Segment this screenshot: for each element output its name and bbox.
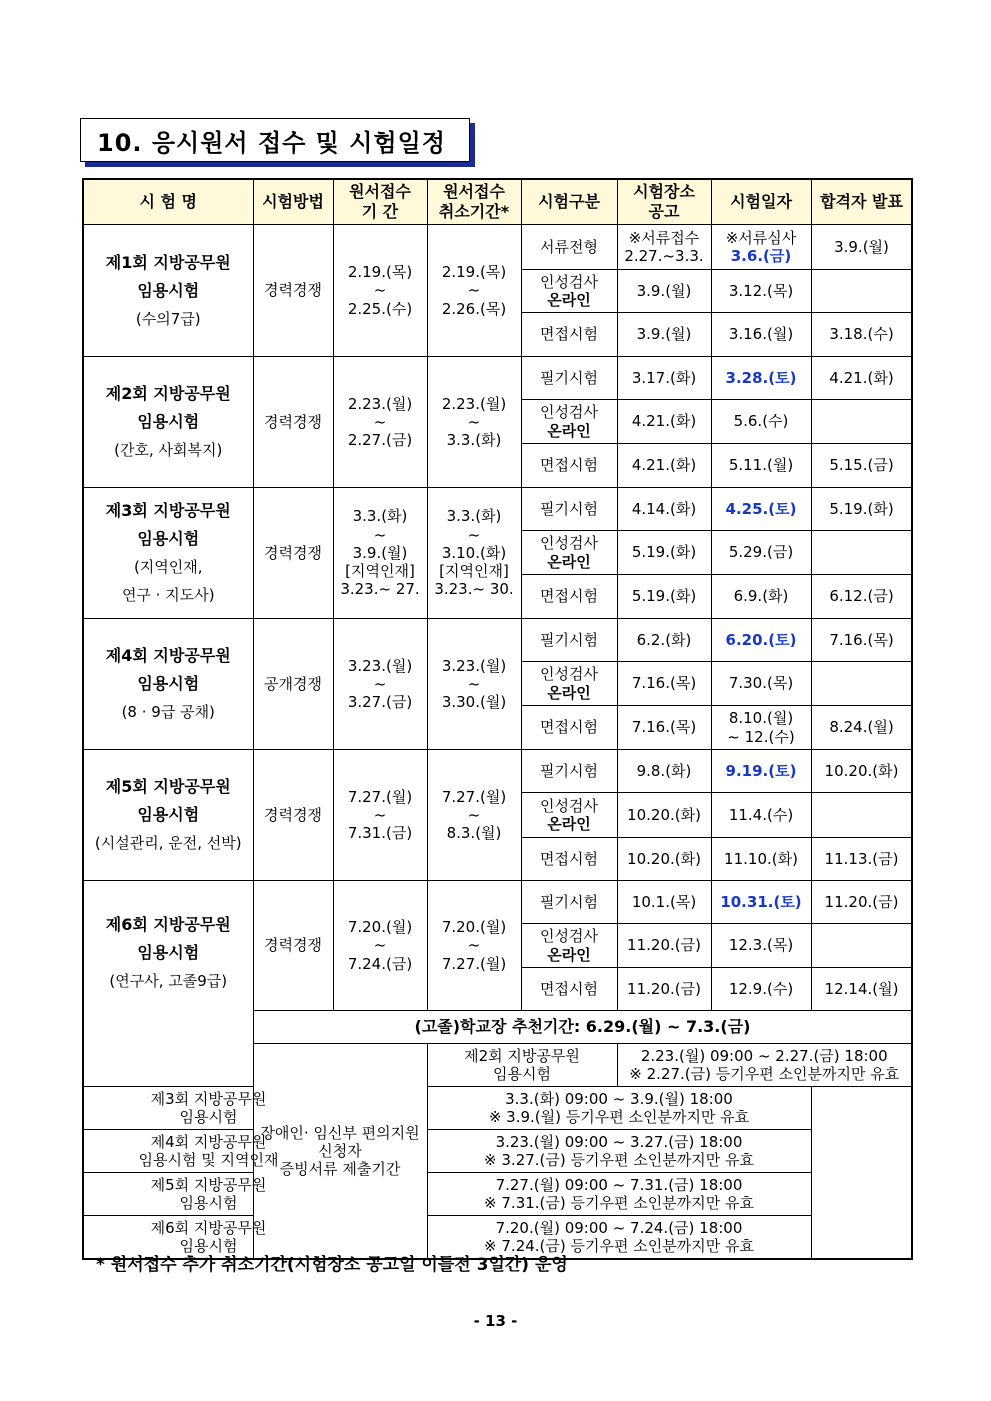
exam-type: [521, 924, 617, 968]
exam-title: 제4회 지방공무원: [105, 646, 231, 665]
exam-date-value: 12.3.(목): [728, 936, 794, 955]
exam-type: [521, 575, 617, 619]
venue-notice: ※서류접수 2.27.~3.3.: [617, 225, 711, 270]
exam-name: [83, 619, 253, 750]
exam-type-label: 필기시험: [540, 761, 598, 780]
venue-notice: 3.17.(화): [617, 357, 711, 400]
venue-notice: 4.21.(화): [617, 400, 711, 444]
result-date: 12.14.(월): [811, 968, 912, 1011]
exam-date: [711, 531, 811, 575]
exam-date: [711, 838, 811, 881]
exam-date-value: 8.10.(월) ~ 12.(수): [727, 709, 795, 746]
exam-method: 경력경쟁: [253, 357, 333, 488]
venue-notice: 10.1.(목): [617, 881, 711, 924]
accommodation-exam: 제6회 지방공무원 임용시험: [83, 1216, 333, 1260]
exam-date-value: 3.28.(토): [725, 368, 797, 387]
result-date: 4.21.(화): [811, 357, 912, 400]
exam-type: [521, 662, 617, 706]
exam-type: [521, 619, 617, 662]
exam-method: 경력경쟁: [253, 881, 333, 1011]
exam-type: [521, 793, 617, 838]
exam-category: (연구사, 고졸9급): [109, 972, 228, 990]
exam-date: [711, 357, 811, 400]
exam-date: [711, 924, 811, 968]
exam-type-label: 인성검사: [540, 665, 598, 684]
exam-name: [83, 225, 253, 357]
accommodation-period: 3.3.(화) 09:00 ~ 3.9.(월) 18:00 ※ 3.9.(월) 등기우편 소인분까지만 유효: [427, 1087, 811, 1130]
exam-date-value: 12.9.(수): [728, 979, 794, 998]
venue-notice: 10.20.(화): [617, 793, 711, 838]
exam-type: [521, 225, 617, 270]
exam-type-label: 면접시험: [540, 979, 598, 998]
result-date: 3.9.(월): [811, 225, 912, 270]
exam-date: [711, 488, 811, 531]
exam-name: [83, 750, 253, 881]
exam-name: [83, 357, 253, 488]
exam-type-label: 서류전형: [540, 237, 598, 256]
result-date: 7.16.(목): [811, 619, 912, 662]
reception-period: 7.20.(월) ~ 7.24.(금): [333, 881, 427, 1011]
exam-title: 제6회 지방공무원: [105, 915, 231, 934]
recommend-period: (고졸)학교장 추천기간: 6.29.(월) ~ 7.3.(금): [253, 1011, 912, 1044]
exam-date-value: 6.9.(화): [733, 587, 789, 606]
cancel-period: 2.19.(목) ~ 2.26.(목): [427, 225, 521, 357]
exam-date-value: 5.11.(월): [728, 456, 794, 475]
exam-type: [521, 706, 617, 750]
exam-type-label: 면접시험: [540, 718, 598, 737]
exam-date-value: 9.19.(토): [725, 761, 797, 780]
exam-title-2: 임용시험: [137, 529, 200, 548]
exam-date: [711, 968, 811, 1011]
result-date: [811, 531, 912, 575]
result-date: 10.20.(화): [811, 750, 912, 793]
column-header: 시험일자: [711, 179, 811, 225]
result-date: 11.13.(금): [811, 838, 912, 881]
exam-type-sub: 온라인: [547, 815, 591, 833]
reception-period: 2.23.(월) ~ 2.27.(금): [333, 357, 427, 488]
exam-date-value: 11.4.(수): [728, 805, 794, 824]
exam-date-value: 6.20.(토): [725, 630, 797, 649]
exam-row: [83, 619, 912, 662]
exam-type-label: 면접시험: [540, 587, 598, 606]
exam-date-value: 10.31.(토): [720, 892, 802, 911]
exam-title: 제2회 지방공무원: [105, 384, 231, 403]
exam-type-label: 필기시험: [540, 630, 598, 649]
exam-type: [521, 444, 617, 488]
column-header: 시험구분: [521, 179, 617, 225]
exam-date: [711, 270, 811, 313]
venue-notice: 11.20.(금): [617, 968, 711, 1011]
venue-notice: 10.20.(화): [617, 838, 711, 881]
reception-period: 7.27.(월) ~ 7.31.(금): [333, 750, 427, 881]
exam-type-sub: 온라인: [547, 683, 591, 702]
result-date: [811, 270, 912, 313]
exam-date: [711, 662, 811, 706]
result-date: 6.12.(금): [811, 575, 912, 619]
reception-period: 2.19.(목) ~ 2.25.(수): [333, 225, 427, 357]
exam-schedule-table: [82, 178, 913, 1260]
exam-date: [711, 444, 811, 488]
exam-type-label: 인성검사: [540, 796, 598, 815]
exam-title: 제1회 지방공무원: [105, 252, 231, 272]
exam-type-sub: 온라인: [547, 291, 591, 309]
exam-date-value: 3.16.(월): [728, 325, 794, 344]
exam-title-2: 임용시험: [137, 805, 200, 824]
exam-method: 경력경쟁: [253, 750, 333, 881]
exam-row: [83, 488, 912, 531]
accommodation-exam: 제4회 지방공무원 임용시험 및 지역인재: [83, 1130, 333, 1173]
exam-title-2: 임용시험: [137, 674, 200, 693]
exam-type: [521, 531, 617, 575]
exam-type: [521, 313, 617, 357]
exam-title: 제5회 지방공무원: [105, 777, 231, 796]
column-header: 원서접수 기 간: [333, 179, 427, 225]
result-date: [811, 924, 912, 968]
exam-type: [521, 838, 617, 881]
exam-method: 공개경쟁: [253, 619, 333, 750]
exam-name: [83, 881, 253, 1087]
cancel-period: 7.20.(월) ~ 7.27.(월): [427, 881, 521, 1011]
column-header: 시험장소 공고: [617, 179, 711, 225]
result-date: 5.19.(화): [811, 488, 912, 531]
exam-type: [521, 400, 617, 444]
accommodation-label: 장애인· 임신부 편의지원 신청자 증빙서류 제출기간: [253, 1044, 427, 1260]
exam-category: (8 · 9급 공채): [121, 703, 215, 721]
exam-type: [521, 881, 617, 924]
exam-date-value: 4.25.(토): [725, 499, 797, 518]
exam-date: [711, 575, 811, 619]
exam-date: [711, 706, 811, 750]
exam-type-label: 면접시험: [540, 325, 598, 344]
exam-date-value: 7.30.(목): [728, 674, 794, 693]
exam-date: [711, 793, 811, 838]
exam-category: (수의7급): [135, 309, 201, 328]
exam-category: (간호, 사회복지): [114, 441, 223, 459]
venue-notice: 5.19.(화): [617, 531, 711, 575]
result-date: [811, 662, 912, 706]
column-header: 원서접수 취소기간*: [427, 179, 521, 225]
exam-type-sub: 온라인: [547, 945, 591, 964]
exam-type: [521, 357, 617, 400]
accommodation-period: 3.23.(월) 09:00 ~ 3.27.(금) 18:00 ※ 3.27.(금) 등기우편 소인분까지만 유효: [427, 1130, 811, 1173]
exam-type: [521, 488, 617, 531]
accommodation-period: 2.23.(월) 09:00 ~ 2.27.(금) 18:00 ※ 2.27.(금) 등기우편 소인분까지만 유효: [617, 1044, 912, 1087]
exam-type-label: 필기시험: [540, 499, 598, 518]
venue-notice: 4.21.(화): [617, 444, 711, 488]
exam-type-label: 인성검사: [540, 534, 598, 553]
reception-period: 3.3.(화) ~ 3.9.(월) [지역인재] 3.23.~ 27.: [333, 488, 427, 619]
exam-date-value: 3.6.(금): [730, 247, 792, 265]
exam-method: 경력경쟁: [253, 225, 333, 357]
venue-notice: 6.2.(화): [617, 619, 711, 662]
accommodation-exam: 제5회 지방공무원 임용시험: [83, 1173, 333, 1216]
exam-title-2: 임용시험: [137, 280, 200, 300]
accommodation-exam: 제3회 지방공무원 임용시험: [83, 1087, 333, 1130]
exam-title: 제3회 지방공무원: [105, 501, 231, 520]
exam-type: [521, 968, 617, 1011]
exam-date-value: 5.29.(금): [728, 543, 794, 562]
exam-date: [711, 400, 811, 444]
venue-notice: 11.20.(금): [617, 924, 711, 968]
venue-notice: 5.19.(화): [617, 575, 711, 619]
exam-row: [83, 881, 912, 924]
column-header: 시 험 명: [83, 179, 253, 225]
column-header: 시험방법: [253, 179, 333, 225]
result-date: 11.20.(금): [811, 881, 912, 924]
venue-notice: 9.8.(화): [617, 750, 711, 793]
exam-type: [521, 270, 617, 313]
cancel-period: 3.3.(화) ~ 3.10.(화) [지역인재] 3.23.~ 30.: [427, 488, 521, 619]
exam-date: [711, 619, 811, 662]
accommodation-period: 7.27.(월) 09:00 ~ 7.31.(금) 18:00 ※ 7.31.(금) 등기우편 소인분까지만 유효: [427, 1173, 811, 1216]
exam-type-sub: 온라인: [547, 552, 591, 571]
exam-date-value: 11.10.(화): [724, 849, 798, 868]
cancel-period: 7.27.(월) ~ 8.3.(월): [427, 750, 521, 881]
venue-notice: 7.16.(목): [617, 706, 711, 750]
result-date: 5.15.(금): [811, 444, 912, 488]
exam-type-label: 필기시험: [540, 892, 598, 911]
cancel-period: 2.23.(월) ~ 3.3.(화): [427, 357, 521, 488]
exam-category: (지역인재, 연구 · 지도사): [121, 558, 215, 604]
exam-row: [83, 357, 912, 400]
exam-type-sub: 온라인: [547, 421, 591, 440]
exam-type-label: 인성검사: [540, 927, 598, 946]
exam-type-label: 면접시험: [540, 849, 598, 868]
exam-type-label: 인성검사: [540, 403, 598, 422]
exam-name: [83, 488, 253, 619]
accommodation-period: 7.20.(월) 09:00 ~ 7.24.(금) 18:00 ※ 7.24.(금) 등기우편 소인분까지만 유효: [427, 1216, 811, 1260]
exam-title-2: 임용시험: [137, 412, 200, 431]
exam-type: [521, 750, 617, 793]
footnote: * 원서접수 추가 취소기간(시험장소 공고일 이틀전 3일간) 운영: [96, 1255, 568, 1275]
venue-notice: 4.14.(화): [617, 488, 711, 531]
exam-date: [711, 313, 811, 357]
exam-date: [711, 225, 811, 270]
exam-type-label: 필기시험: [540, 368, 598, 387]
exam-date: [711, 881, 811, 924]
exam-type-label: 면접시험: [540, 456, 598, 475]
exam-row: [83, 225, 912, 270]
exam-title-2: 임용시험: [137, 943, 200, 962]
exam-date: [711, 750, 811, 793]
venue-notice: 7.16.(목): [617, 662, 711, 706]
exam-date-pre: ※서류심사: [725, 228, 797, 247]
accommodation-exam: 제2회 지방공무원 임용시험: [427, 1044, 617, 1087]
venue-notice: 3.9.(월): [617, 270, 711, 313]
cancel-period: 3.23.(월) ~ 3.30.(월): [427, 619, 521, 750]
result-date: 8.24.(월): [811, 706, 912, 750]
reception-period: 3.23.(월) ~ 3.27.(금): [333, 619, 427, 750]
exam-category: (시설관리, 운전, 선박): [94, 834, 242, 852]
exam-row: [83, 750, 912, 793]
result-date: 3.18.(수): [811, 313, 912, 357]
exam-date-value: 5.6.(수): [733, 412, 789, 431]
venue-notice: 3.9.(월): [617, 313, 711, 357]
exam-method: 경력경쟁: [253, 488, 333, 619]
page-number: - 13 -: [473, 1312, 518, 1330]
result-date: [811, 793, 912, 838]
exam-type-label: 인성검사: [540, 272, 598, 291]
exam-date-value: 3.12.(목): [728, 281, 794, 300]
result-date: [811, 400, 912, 444]
section-title: 10. 응시원서 접수 및 시험일정: [80, 118, 470, 162]
column-header: 합격자 발표: [811, 179, 912, 225]
